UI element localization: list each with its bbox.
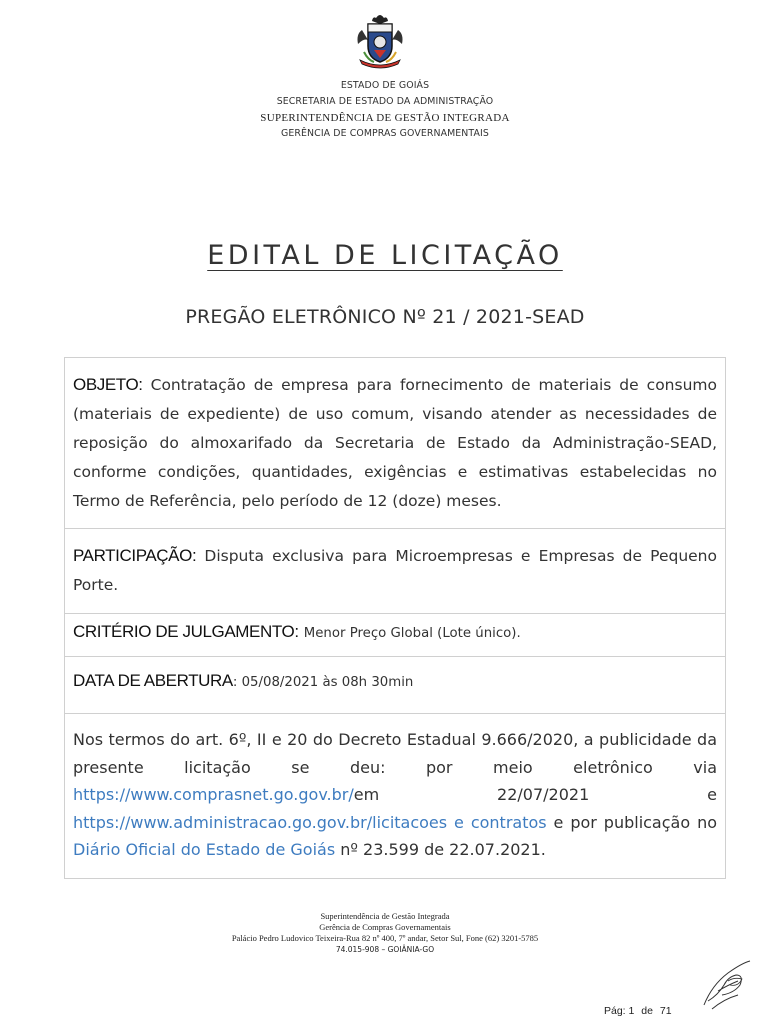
header-superintendency: SUPERINTENDÊNCIA DE GESTÃO INTEGRADA: [260, 112, 510, 124]
section-participacao: [65, 528, 725, 613]
publicidade-text-d: nº 23.599 de 22.07.2021.: [335, 840, 546, 859]
section-criterio: [65, 613, 725, 656]
comprasnet-link[interactable]: https://www.comprasnet.go.gov.br/: [73, 785, 354, 804]
section-publicidade: [65, 713, 725, 878]
criterio-label: CRITÉRIO DE JULGAMENTO:: [73, 622, 299, 641]
document-header: [0, 78, 770, 142]
footer-line-2: Gerência de Compras Governamentais: [319, 922, 451, 932]
signature-icon: [698, 955, 756, 1011]
footer-address: Palácio Pedro Ludovico Teixeira-Rua 82 nº 400, 7º andar, Setor Sul, Fone (62) 3201-5785: [231, 933, 539, 943]
section-abertura: [65, 656, 725, 713]
criterio-text: Menor Preço Global (Lote único).: [303, 626, 521, 641]
header-management: GERÊNCIA DE COMPRAS GOVERNAMENTAIS: [281, 128, 489, 139]
page-subtitle: PREGÃO ELETRÔNICO Nº 21 / 2021-SEAD: [185, 306, 585, 328]
state-coat-of-arms-icon: [354, 12, 406, 72]
abertura-text: : 05/08/2021 às 08h 30min: [232, 675, 414, 690]
participacao-text: Disputa exclusiva para Microempresas e Empresas de Pequeno Porte.: [73, 547, 717, 594]
header-secretariat: SECRETARIA DE ESTADO DA ADMINISTRAÇÃO: [276, 96, 494, 107]
objeto-label: OBJETO:: [73, 375, 143, 394]
footer-line-1: Superintendência de Gestão Integrada: [320, 911, 450, 921]
publicidade-text-b: em 22/07/2021 e: [353, 785, 717, 804]
objeto-text: Contratação de empresa para fornecimento de materiais de consumo (materiais de expediente) de uso comum, visando atender as necessidades de reposição do almoxarifado da Secretaria de Estado da Administração-SEAD, conforme condições, quantidades, exigências e estimativas estabelecidas no Termo de Referência, pelo período de 12 (doze) meses.: [73, 376, 717, 510]
page-number: Pág: 1 de 71: [604, 1005, 672, 1017]
publicidade-text-a: Nos termos do art. 6º, II e 20 do Decreto Estadual 9.666/2020, a publicidade da presente licitação se deu: por meio eletrônico via: [73, 730, 717, 777]
publicidade-text-c: e por publicação no: [546, 812, 717, 832]
header-state: ESTADO DE GOIÁS: [340, 80, 430, 91]
administracao-link[interactable]: https://www.administracao.go.gov.br/licitacoes e contratos: [73, 812, 547, 832]
section-objeto: [65, 358, 725, 528]
participacao-label: PARTICIPAÇÃO:: [73, 546, 197, 565]
footer-zip: 74.015-908 – GOIÂNIA-GO: [335, 945, 435, 954]
diario-oficial-link[interactable]: Diário Oficial do Estado de Goiás: [73, 840, 336, 859]
summary-box: [64, 357, 726, 879]
document-footer: [0, 911, 770, 955]
page-title: EDITAL DE LICITAÇÃO: [207, 240, 563, 271]
abertura-label: DATA DE ABERTURA: [73, 671, 233, 690]
